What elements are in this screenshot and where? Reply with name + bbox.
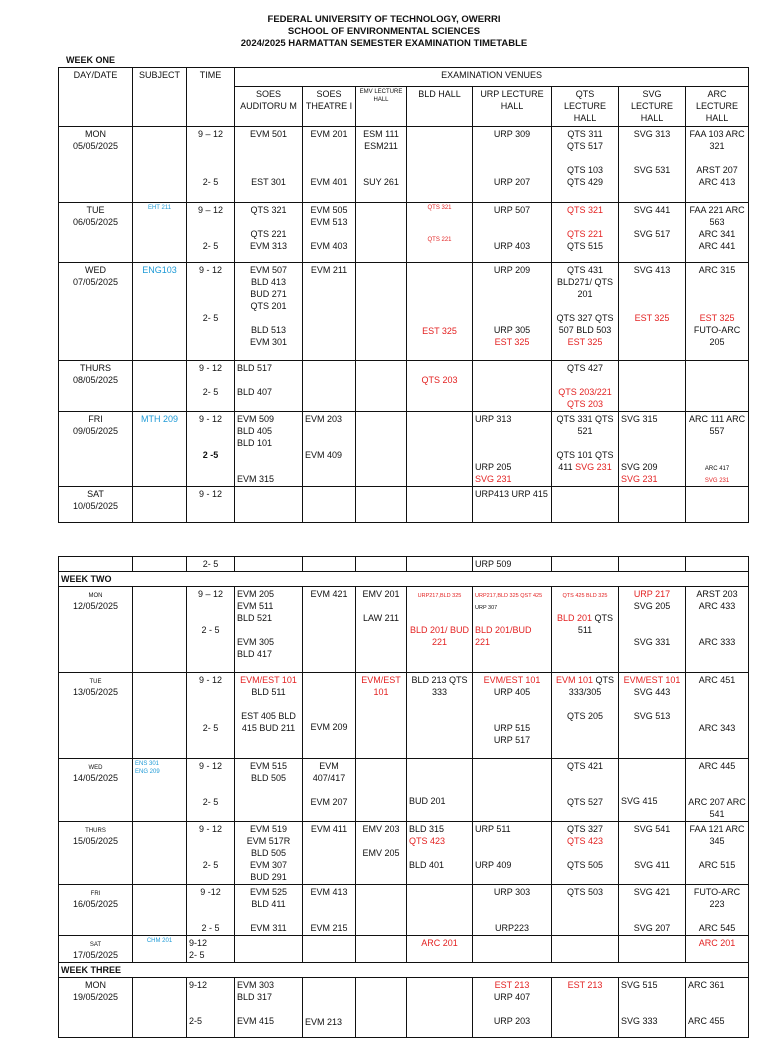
course-code: ARC 315 — [698, 265, 736, 275]
time-slot: 9 - 12 — [198, 363, 222, 373]
course-code: EVM/EST 101 — [623, 675, 681, 685]
course-code: QTS 515 — [566, 241, 604, 251]
subject-code: MTH 209 — [133, 412, 187, 487]
day: THURS — [85, 828, 106, 834]
course-code: QTS 221 — [566, 229, 604, 239]
course-code: ARC 441 — [698, 241, 736, 251]
date: 16/05/2025 — [72, 899, 119, 909]
day: FRI — [88, 414, 103, 424]
course-code: EVM 207 — [310, 797, 348, 807]
time-slot: 2- 5 — [202, 177, 219, 187]
course-code: ARC 341 — [698, 229, 736, 239]
subject-code: ENS 301 — [135, 761, 160, 767]
course-code: SVG 331 — [633, 637, 671, 647]
subject-code: ENG 209 — [135, 769, 160, 775]
course-code: QTS 517 — [566, 141, 604, 151]
course-code: EVM/EST 101 — [240, 675, 297, 685]
day: SAT — [89, 942, 102, 948]
course-code: BLD 505 — [250, 848, 287, 858]
course-code: EVM 519 — [249, 824, 288, 834]
col-subject: SUBJECT — [133, 68, 187, 127]
day: MON — [88, 593, 103, 599]
course-code: BLD 517 — [237, 363, 273, 373]
course-code: FAA 121 ARC 345 — [689, 824, 745, 846]
table-row — [59, 673, 749, 759]
course-code: QTS 327 — [566, 824, 604, 834]
course-code: URP217,BLD 325 — [417, 593, 462, 599]
course-code: EVM 313 — [249, 241, 288, 251]
course-code: BLD 401 — [409, 860, 445, 870]
course-code: QTS 203/221 — [558, 387, 612, 397]
table-row — [59, 487, 749, 523]
time-slot: 9 - 12 — [198, 675, 222, 685]
course-code: URP 307 — [475, 605, 498, 611]
course-code: EVM 401 — [310, 177, 348, 187]
time-slot: 2- 5 — [202, 797, 219, 807]
course-code: SVG 209 — [621, 462, 658, 472]
time-slot: 9 - 12 — [198, 414, 222, 424]
course-code: URP217,BLD 325 QST 425 — [475, 593, 543, 599]
date: 08/05/2025 — [72, 375, 119, 385]
course-code: URP 517 — [493, 735, 531, 745]
course-code: EST 213 — [552, 978, 619, 1038]
table-row — [59, 412, 749, 487]
table-row — [59, 203, 749, 263]
course-code: SVG 415 — [619, 759, 686, 822]
time-slot: 2- 5 — [202, 723, 219, 733]
time-slot: 9 - 12 — [198, 265, 222, 275]
course-code: QTS 327 QTS 507 BLD 503 — [556, 313, 614, 335]
week-two-label: WEEK TWO — [59, 572, 749, 587]
course-code: QTS 203 — [566, 399, 604, 409]
course-code: URP 313 — [475, 414, 512, 424]
course-code: QTS 203 — [407, 361, 473, 412]
time-slot: 2- 5 — [202, 860, 219, 870]
course-code: BLD 405 — [237, 426, 273, 436]
course-code: QTS 103 — [566, 165, 604, 175]
course-code: QTS 101 QTS 411 — [556, 450, 614, 472]
subject-code: EHT 211 — [133, 203, 187, 263]
course-code: URP 509 — [473, 557, 552, 572]
course-code: EVM 407/417 — [312, 761, 346, 783]
course-code: QTS 503 — [552, 885, 619, 936]
course-code: EVM 205 — [237, 589, 275, 599]
date: 13/05/2025 — [72, 687, 119, 697]
table-row — [59, 587, 749, 673]
time-slot: 2 - 5 — [201, 923, 220, 933]
course-code: EVM 209 — [303, 673, 356, 759]
venue-arc: ARC LECTURE HALL — [686, 87, 749, 127]
course-code: FUTO-ARC 223 — [693, 887, 741, 909]
course-code: QTS 427 — [566, 363, 604, 373]
course-code: EVM 211 — [303, 263, 356, 361]
subject-code: CHM 201 — [133, 936, 187, 963]
time-slot: 9 - 12 — [198, 761, 222, 771]
course-code: ESM211 — [364, 141, 398, 151]
course-code: URP 309 — [493, 129, 531, 139]
course-code: EVM 201 — [310, 129, 348, 139]
course-code: BLD 201/ BUD 221 — [409, 625, 470, 647]
time-slot: 9 -12 — [200, 887, 221, 897]
time-slot: 9 - 12 — [198, 824, 222, 834]
day: TUE — [86, 205, 105, 215]
course-code: BLD 315 — [409, 824, 445, 834]
course-code: EVM 507 — [249, 265, 288, 275]
course-code: EMV 205 — [362, 848, 400, 858]
week-row — [59, 572, 749, 587]
venue-emv: EMV LECTURE HALL — [356, 87, 407, 127]
time-slot: 9 - 12 — [187, 487, 235, 523]
course-code: ARC 111 ARC 557 — [688, 414, 746, 436]
course-code: QTS 527 — [566, 797, 604, 807]
course-code: EVM 301 — [249, 337, 288, 347]
course-code: EVM 501 — [249, 129, 288, 139]
course-code: ARC 451 — [698, 675, 736, 685]
course-code: QTS 321 — [566, 205, 604, 215]
course-code: SVG 515 — [621, 980, 658, 990]
course-code: EVM 307 — [249, 860, 288, 870]
col-venues: EXAMINATION VENUES — [235, 68, 749, 87]
course-code: ARC 433 — [698, 601, 736, 611]
time-slot: 9 – 12 — [197, 589, 224, 599]
day: THURS — [80, 363, 111, 373]
venue-soes-aud: SOES AUDITORU M — [235, 87, 303, 127]
table-row — [59, 263, 749, 361]
course-code: URP 203 — [493, 1016, 531, 1026]
course-code: EST 325 — [634, 313, 670, 323]
course-code: QTS 201 — [250, 301, 287, 311]
course-code: SVG 333 — [621, 1016, 658, 1026]
course-code: EVM 101 — [555, 675, 593, 685]
subject-code: ENG103 — [133, 263, 187, 361]
course-code: EMV 201 — [362, 589, 400, 599]
time-slot: 9-12 — [189, 938, 208, 948]
course-code: SVG 517 — [633, 229, 671, 239]
course-code: QTS 505 — [566, 860, 604, 870]
date: 05/05/2025 — [72, 141, 119, 151]
course-code: EVM 513 — [310, 217, 348, 227]
table-row — [59, 978, 749, 1038]
header-row — [59, 68, 749, 87]
day: MON — [85, 980, 106, 990]
week-row — [59, 963, 749, 978]
date: 19/05/2025 — [72, 992, 119, 1002]
course-code: BUD 271 — [250, 289, 287, 299]
course-code: EVM 525 — [249, 887, 288, 897]
course-code: ARC 545 — [698, 923, 736, 933]
table-row — [59, 936, 749, 963]
course-code: URP 205 — [475, 462, 512, 472]
time-slot: 2- 5 — [202, 241, 219, 251]
course-code: QTS 311 — [567, 129, 603, 139]
table-row — [59, 127, 749, 203]
course-code: URP 407 — [493, 992, 531, 1002]
course-code: BLD 511 — [251, 687, 286, 697]
course-code: URP 403 — [493, 241, 531, 251]
course-code: SVG 205 — [633, 601, 671, 611]
course-code: EVM 515 — [249, 761, 288, 771]
course-code: URP223 — [494, 923, 530, 933]
course-code: BUD 201 — [407, 759, 473, 822]
timetable-week-one — [58, 67, 749, 523]
date: 14/05/2025 — [72, 773, 119, 783]
course-code: EVM 415 — [237, 1016, 275, 1026]
course-code: EVM 203 — [305, 414, 343, 424]
course-code: FAA 103 ARC 321 — [689, 129, 745, 151]
course-code: EVM 403 — [310, 241, 348, 251]
course-code: BLD 505 — [250, 773, 287, 783]
course-code: BLD 413 — [250, 277, 287, 287]
course-code: QTS 425 BLD 325 — [562, 593, 608, 599]
course-code: BLD 411 — [251, 899, 286, 909]
course-code: ARC 455 — [688, 1016, 725, 1026]
course-code: URP 217 — [633, 589, 671, 599]
table-row — [59, 822, 749, 885]
course-code: EST 325 — [567, 337, 603, 347]
course-code: EST 405 BLD 415 BUD 211 — [241, 711, 296, 733]
course-code: EVM 315 — [237, 474, 275, 484]
course-code: EVM 303 — [237, 980, 275, 990]
course-code: URP 207 — [493, 177, 531, 187]
course-code: URP 209 — [493, 265, 531, 275]
course-code: QTS 423 — [409, 836, 446, 846]
date: 07/05/2025 — [72, 277, 119, 287]
course-code: EVM 215 — [310, 923, 348, 933]
course-code: EST 325 — [407, 263, 473, 361]
course-code: SVG 443 — [633, 687, 671, 697]
venue-urp: URP LECTURE HALL — [473, 87, 552, 127]
course-code: URP 511 — [475, 824, 511, 834]
time-slot: 2- 5 — [202, 387, 219, 397]
venue-soes-theatre: SOES THEATRE I — [303, 87, 356, 127]
course-code: QTS 423 — [566, 836, 604, 846]
course-code: EVM/EST 101 — [356, 673, 407, 759]
table-row — [59, 361, 749, 412]
course-code: SVG 413 — [633, 265, 671, 275]
date: 09/05/2025 — [72, 426, 119, 436]
course-code: LAW 211 — [362, 613, 400, 623]
course-code: SVG 541 — [633, 824, 671, 834]
time-slot: 2 - 5 — [201, 625, 220, 635]
time-slot: 9 – 12 — [197, 205, 224, 215]
course-code: URP 305 — [493, 325, 531, 335]
date: 06/05/2025 — [72, 217, 119, 227]
course-code: QTS 429 — [566, 177, 604, 187]
course-code: BLD 513 — [250, 325, 287, 335]
course-code: BLD 201 — [556, 613, 592, 623]
day: TUE — [89, 679, 102, 685]
course-code: EST 325 — [699, 313, 735, 323]
table-row — [59, 759, 749, 822]
table-row — [59, 885, 749, 936]
course-code: SVG 231 — [621, 474, 658, 484]
course-code: EMV 203 — [362, 824, 400, 834]
course-code: QTS 321 — [427, 205, 452, 211]
course-code: QTS 205 — [566, 711, 604, 721]
course-code: EVM 511 — [237, 601, 274, 611]
course-code: SVG 421 — [633, 887, 671, 897]
course-code: EST 325 — [494, 337, 530, 347]
course-code: ARC 207 ARC 541 — [688, 797, 746, 819]
course-code: BLD271/ QTS 201 — [556, 277, 614, 299]
col-daydate: DAY/DATE — [59, 68, 133, 127]
day: SAT — [87, 489, 104, 499]
course-code: BLD 101 — [237, 438, 273, 448]
course-code: QTS 221 — [250, 229, 287, 239]
university-title: FEDERAL UNIVERSITY OF TECHNOLOGY, OWERRI — [267, 14, 501, 25]
course-code: QTS 333/305 — [568, 675, 615, 697]
date: 12/05/2025 — [72, 601, 119, 611]
venue-svg: SVG LECTURE HALL — [619, 87, 686, 127]
week-three-label: WEEK THREE — [59, 963, 749, 978]
course-code: EST 301 — [251, 177, 286, 187]
course-code: QTS 421 — [566, 761, 604, 771]
date: 10/05/2025 — [72, 501, 119, 511]
date: 15/05/2025 — [72, 836, 119, 846]
time-slot: 2- 5 — [189, 950, 205, 960]
course-code: SVG 313 — [633, 129, 671, 139]
course-code: URP 405 — [493, 687, 531, 697]
course-code: EVM 509 — [237, 414, 275, 424]
course-code: EVM 411 — [303, 822, 356, 885]
course-code: ARC 201 — [407, 936, 473, 963]
venue-qts: QTS LECTURE HALL — [552, 87, 619, 127]
course-code: EST 213 — [494, 980, 530, 990]
course-code: SVG 207 — [633, 923, 671, 933]
date: 17/05/2025 — [72, 950, 119, 960]
course-code: BLD 317 — [237, 992, 273, 1002]
course-code: SVG 531 — [633, 165, 671, 175]
course-code: ARC 417 — [704, 466, 730, 472]
time-slot: 9 – 12 — [197, 129, 224, 139]
course-code: EVM 409 — [305, 450, 343, 460]
course-code: EVM 213 — [303, 978, 356, 1038]
course-code: BLD 213 QTS 333 — [407, 673, 473, 759]
col-time: TIME — [187, 68, 235, 127]
course-code: QTS 511 — [577, 613, 614, 635]
week-one-label: WEEK ONE — [66, 55, 116, 65]
course-code: FUTO-ARC 205 — [693, 325, 741, 347]
course-code: BLD 407 — [237, 387, 273, 397]
day: MON — [85, 129, 106, 139]
course-code: QTS 321 — [250, 205, 287, 215]
course-code: ARC 343 — [698, 723, 736, 733]
course-code: EVM/EST 101 — [483, 675, 541, 685]
course-code: ARC 445 — [698, 761, 736, 771]
course-code: ARC 361 — [688, 980, 725, 990]
time-slot: 2-5 — [189, 1016, 203, 1026]
course-code: EVM 421 — [303, 587, 356, 673]
course-code: ESM 111 — [363, 129, 399, 139]
course-code: SUY 261 — [363, 177, 399, 187]
course-code: URP 303 — [493, 887, 531, 897]
course-code: SVG 315 — [621, 414, 658, 424]
time-slot: 9-12 — [189, 980, 208, 990]
day: WED — [88, 765, 103, 771]
course-code: EVM 413 — [310, 887, 348, 897]
course-code: SVG 231 — [475, 474, 512, 484]
course-code: BLD 417 — [237, 649, 273, 659]
course-code: URP413 URP 415 — [473, 487, 552, 523]
course-code: BLD 521 — [237, 613, 273, 623]
course-code: ARC 201 — [686, 936, 749, 963]
course-code: URP 515 — [493, 723, 531, 733]
time-slot: 2 -5 — [202, 450, 219, 460]
course-code: QTS 431 — [566, 265, 604, 275]
course-code: ARC 413 — [698, 177, 736, 187]
course-code: URP 409 — [475, 860, 512, 870]
course-code: EVM 305 — [237, 637, 275, 647]
course-code: SVG 513 — [633, 711, 671, 721]
course-code: EVM 517R — [246, 836, 291, 846]
table-row — [59, 557, 749, 572]
venue-bld: BLD HALL — [407, 87, 473, 127]
timetable-week-two — [58, 556, 749, 1038]
course-code: ARST 203 — [696, 589, 738, 599]
course-code: SVG 231 — [704, 478, 730, 484]
school-title: SCHOOL OF ENVIRONMENTAL SCIENCES — [287, 26, 481, 37]
course-code: EVM 311 — [250, 923, 287, 933]
course-code: FAA 221 ARC 563 — [689, 205, 745, 227]
course-code: QTS 221 — [427, 237, 452, 243]
course-code: ARC 515 — [698, 860, 736, 870]
course-code: SVG 231 — [575, 462, 612, 472]
course-code: BUD 291 — [250, 872, 287, 882]
course-code: BLD 201/BUD 221 — [475, 625, 532, 647]
course-code: SVG 441 — [633, 205, 671, 215]
course-code: ARC 333 — [698, 637, 736, 647]
time-slot: 2- 5 — [187, 557, 235, 572]
course-code: SVG 411 — [634, 860, 670, 870]
timetable-title: 2024/2025 HARMATTAN SEMESTER EXAMINATION TIMETABLE — [240, 38, 528, 49]
day: WED — [85, 265, 106, 275]
time-slot: 2- 5 — [202, 313, 219, 323]
course-code: EVM 505 — [310, 205, 348, 215]
day: FRI — [90, 891, 101, 897]
course-code: URP 507 — [493, 205, 531, 215]
course-code: ARST 207 — [696, 165, 738, 175]
course-code: QTS 331 QTS 521 — [556, 414, 614, 436]
